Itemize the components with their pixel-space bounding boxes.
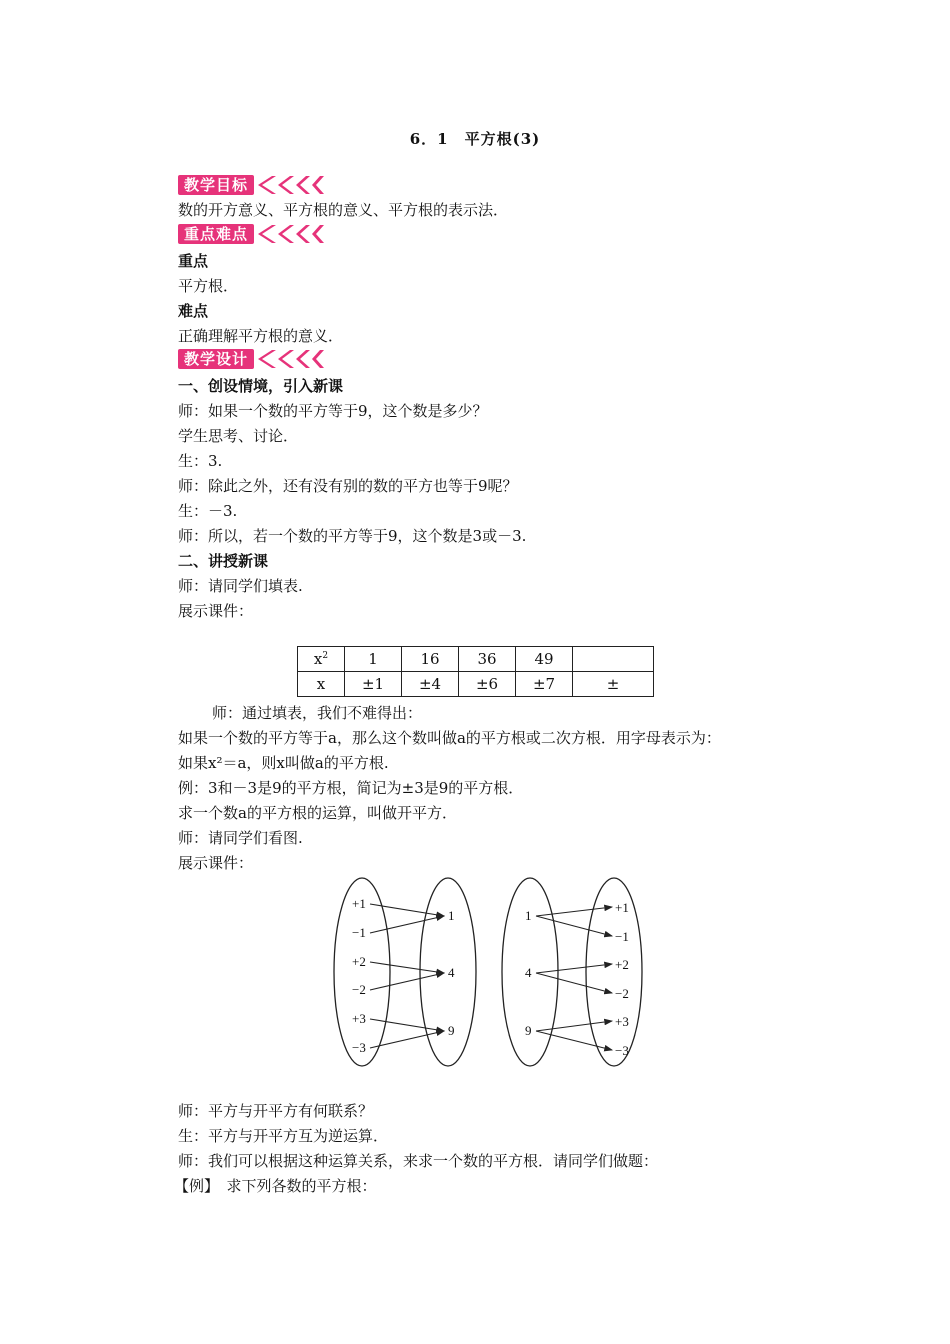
table-cell: $x^2$ [298, 647, 345, 672]
section1-line: 师：所以，若一个数的平方等于9，这个数是3或－3. [178, 527, 527, 545]
section-banner-design [178, 348, 328, 370]
example-heading: 【例】 求下列各数的平方根： [174, 1177, 377, 1195]
root-label: +2 [615, 957, 629, 972]
table-cell: 1 [345, 647, 402, 672]
section-banner-key [178, 223, 328, 245]
table-cell: ±4 [402, 672, 459, 697]
root-label: +1 [615, 900, 629, 915]
roots-set-oval [586, 878, 642, 1066]
root-label: +2 [352, 954, 366, 969]
table-cell: 16 [402, 647, 459, 672]
root-label: +1 [352, 896, 366, 911]
mapping-arrow [536, 1021, 612, 1031]
body-line: 生：平方与开平方互为逆运算． [178, 1127, 389, 1145]
chevrons-icon [258, 223, 328, 245]
section2-line: 师：请同学们填表. [178, 577, 303, 595]
difficulty-heading: 难点 [178, 302, 209, 320]
mapping-arrow [370, 962, 444, 973]
root-label: −2 [352, 982, 366, 997]
body-line: 如果x²＝a，则x叫做a的平方根. [178, 754, 389, 772]
banner-label: 教学目标 [178, 175, 254, 195]
mapping-arrow [370, 1019, 444, 1031]
table-cell: ± [573, 672, 654, 697]
table-row [298, 647, 654, 672]
section1-line: 生：3. [178, 452, 223, 470]
mapping-arrow [536, 964, 612, 973]
square-label: 1 [448, 908, 455, 923]
root-label: −1 [615, 929, 629, 944]
section2-line: 展示课件： [178, 602, 254, 620]
mapping-arrow [370, 904, 444, 916]
section1-line: 师：除此之外，还有没有别的数的平方也等于9呢？ [178, 477, 518, 495]
key-text: 平方根． [178, 277, 239, 295]
mapping-arrow [536, 973, 612, 993]
mapping-arrow [536, 916, 612, 936]
square-label: 9 [448, 1023, 455, 1038]
square-label: 1 [525, 908, 532, 923]
square-root-mapping-diagram [330, 872, 650, 1072]
table-cell: 49 [516, 647, 573, 672]
table-cell: ±6 [459, 672, 516, 697]
root-label: −3 [352, 1040, 366, 1055]
table-row [298, 672, 654, 697]
body-line: 师：请同学们看图. [178, 829, 303, 847]
square-table [297, 646, 654, 697]
table-cell: ±7 [516, 672, 573, 697]
table-cell: ±1 [345, 672, 402, 697]
key-heading: 重点 [178, 252, 209, 270]
mapping-arrow [370, 916, 444, 933]
body-line: 求一个数a的平方根的运算，叫做开平方． [178, 804, 457, 822]
root-label: +3 [615, 1014, 629, 1029]
root-label: −1 [352, 925, 366, 940]
page-title: 6．1 平方根(3) [409, 130, 541, 148]
section1-line: 师：如果一个数的平方等于9，这个数是多少？ [178, 402, 488, 420]
banner-label: 教学设计 [178, 349, 254, 369]
table-cell [573, 647, 654, 672]
chevrons-icon [258, 174, 328, 196]
table-cell: x [298, 672, 345, 697]
root-label: −3 [615, 1043, 629, 1058]
square-label: 4 [525, 965, 532, 980]
section-banner-goals [178, 174, 328, 196]
chevrons-icon [258, 348, 328, 370]
goals-text: 数的开方意义、平方根的意义、平方根的表示法． [178, 201, 509, 219]
square-label: 9 [525, 1023, 532, 1038]
body-line: 师：平方与开平方有何联系？ [178, 1102, 374, 1120]
mapping-arrow [536, 907, 612, 916]
square-label: 4 [448, 965, 455, 980]
difficulty-text: 正确理解平方根的意义． [178, 327, 344, 345]
root-label: −2 [615, 986, 629, 1001]
section1-line: 生：－3. [178, 502, 238, 520]
body-line: 师：我们可以根据这种运算关系，来求一个数的平方根．请同学们做题： [178, 1152, 659, 1170]
body-line: 如果一个数的平方等于a，那么这个数叫做a的平方根或二次方根．用字母表示为： [178, 729, 721, 747]
table-cell: 36 [459, 647, 516, 672]
section1-heading: 一、创设情境，引入新课 [178, 377, 344, 395]
body-line: 师：通过填表，我们不难得出： [212, 704, 423, 722]
mapping-arrow [370, 973, 444, 990]
root-label: +3 [352, 1011, 366, 1026]
section2-heading: 二、讲授新课 [178, 552, 269, 570]
section1-line: 学生思考、讨论． [178, 427, 299, 445]
banner-label: 重点难点 [178, 224, 254, 244]
body-line: 例：3和－3是9的平方根，简记为±3是9的平方根． [178, 779, 524, 797]
body-line: 展示课件： [178, 854, 254, 872]
